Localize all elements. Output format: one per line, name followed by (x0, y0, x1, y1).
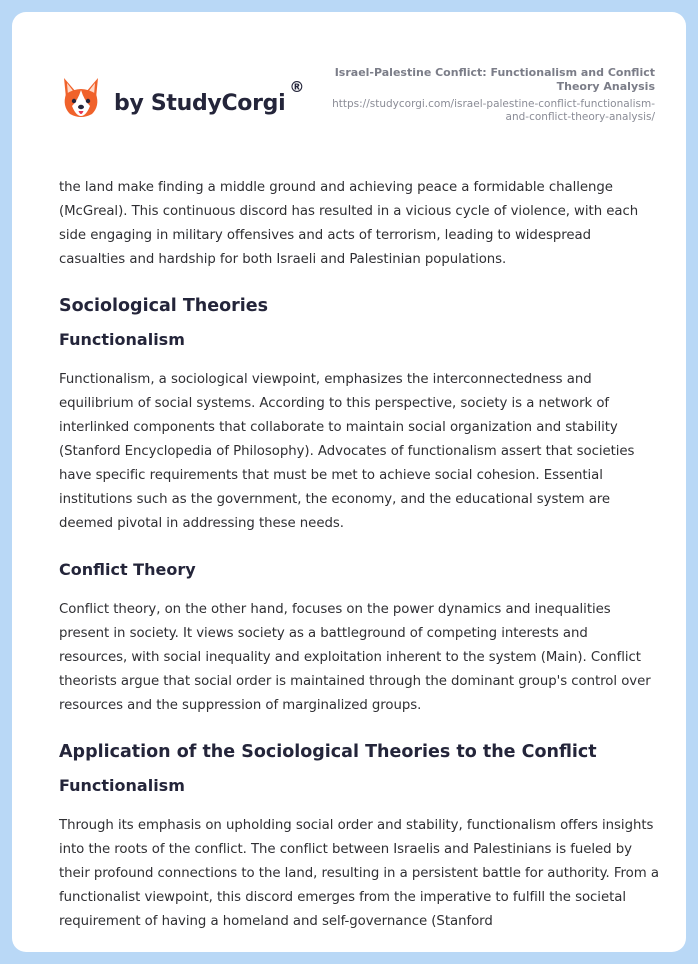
document-meta (315, 66, 655, 124)
studycorgi-logo[interactable] (60, 76, 304, 122)
intro-paragraph: the land make finding a middle ground and achieving peace a formidable challenge (McGreal). This continuous discord has resulted in a vicious cycle of violence, with each side engaging in military offensives and acts of terrorism, leading to widespread casualties and hardship for both Israeli and Palestinian populations. (59, 180, 639, 267)
application-functionalism-paragraph: Through its emphasis on upholding social order and stability, functionalism offers insights into the roots of the conflict. The conflict between Israelis and Palestinians is fueled by their profound connections to the land, resulting in a persistent battle for authority. From a functionalist viewpoint, this discord emerges from the imperative to fulfill the societal requirement of having a homeland and self-governance (Stanford (59, 818, 659, 929)
registered-mark: ® (289, 78, 305, 96)
document-title: Israel-Palestine Conflict: Functionalism and Conflict Theory Analysis (334, 66, 655, 93)
section-heading-sociological-theories: Sociological Theories (59, 296, 269, 316)
section-heading-application: Application of the Sociological Theories to the Conflict (59, 742, 597, 762)
functionalism-paragraph: Functionalism, a sociological viewpoint, emphasizes the interconnectedness and equilibrium of social systems. According to this perspective, society is a network of interlinked components that collaborate to maintain social organization and stability (Stanford Encyclopedia of Philosophy). Advocates of functionalism assert that societies have specific requirements that must be met to achieve social cohesion. Essential institutions such as the government, the economy, and the educational system are deemed pivotal in addressing these needs. (59, 372, 635, 531)
brand-name: by StudyCorgi (114, 90, 286, 116)
document-url[interactable]: https://studycorgi.com/israel-palestine-conflict-functionalism-and-conflict-theory-analysis/ (332, 98, 655, 123)
conflict-theory-paragraph: Conflict theory, on the other hand, focuses on the power dynamics and inequalities present in society. It views society as a battleground of competing interests and resources, with social inequality and exploitation inherent to the system (Main). Conflict theorists argue that social order is maintained through the dominant group's control over resources and the suppression of marginalized groups. (59, 602, 651, 713)
subheading-application-functionalism: Functionalism (59, 776, 185, 795)
subheading-functionalism: Functionalism (59, 330, 185, 349)
subheading-conflict-theory: Conflict Theory (59, 560, 196, 579)
corgi-icon (60, 76, 102, 122)
document-page (12, 12, 686, 952)
article-body (59, 176, 659, 952)
